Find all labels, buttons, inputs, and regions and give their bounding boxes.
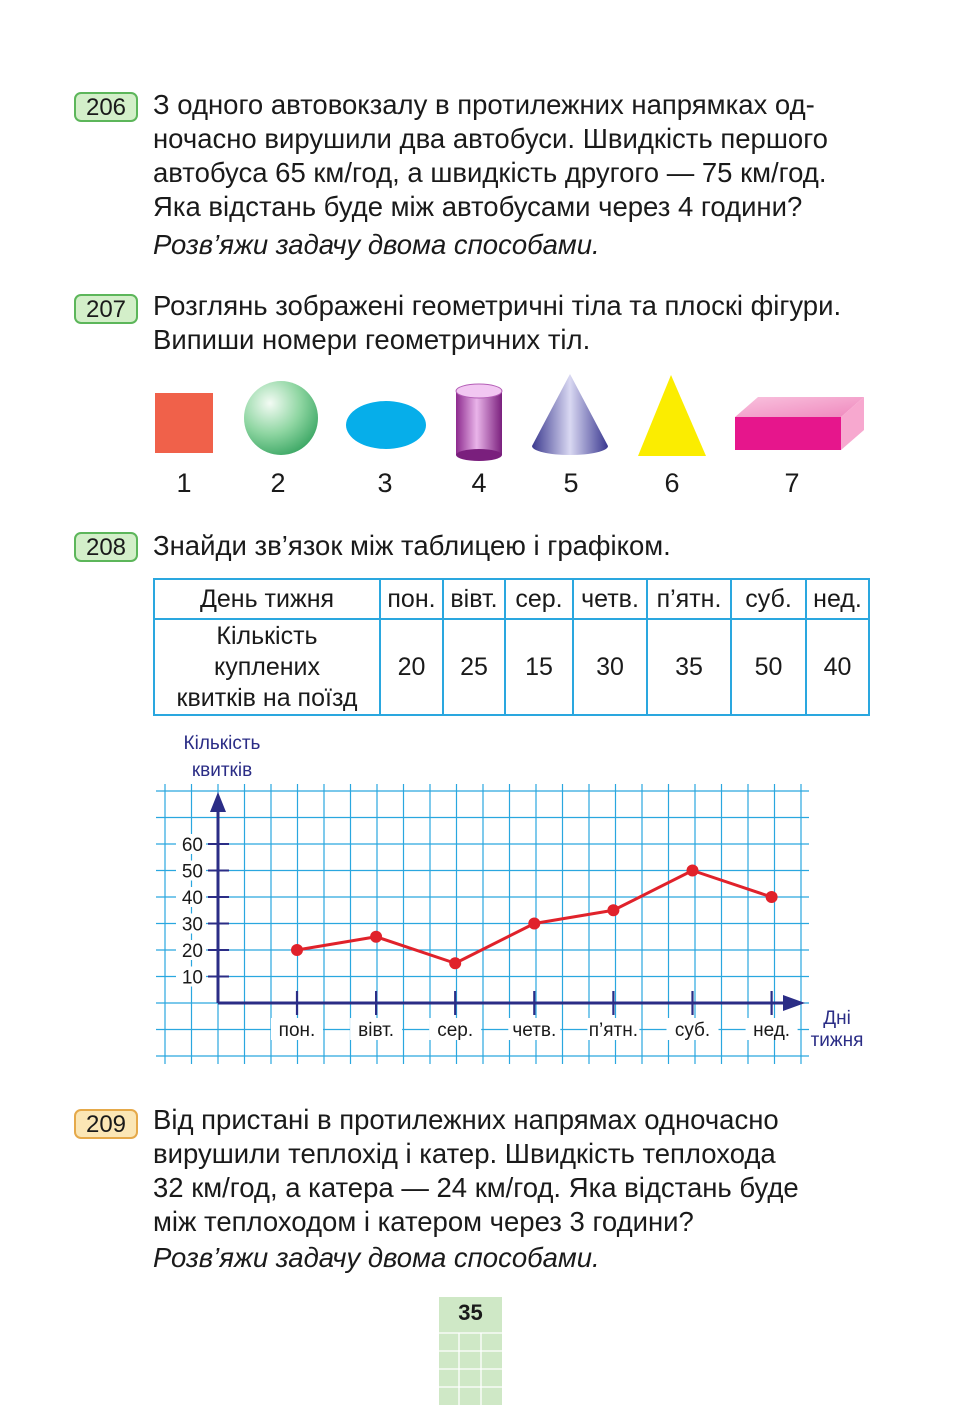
y-tick-label: 10 (181, 967, 203, 989)
task-number-206: 206 (74, 92, 138, 122)
table-day: пон. (380, 579, 443, 619)
x-tick-label: четв. (512, 1020, 557, 1041)
table-value: 20 (380, 619, 443, 715)
table-day: нед. (806, 579, 869, 619)
task-number-209: 209 (74, 1109, 138, 1139)
task-number-207: 207 (74, 294, 138, 324)
y-tick-label: 50 (181, 861, 203, 883)
table-value: 25 (443, 619, 505, 715)
y-axis-title: квитків (191, 760, 253, 781)
task-206-line-1: З одного автовокзалу в протилежних напрямках од- (153, 89, 815, 120)
task-207-line-2: Випиши номери геометричних тіл. (153, 324, 591, 355)
table-values-row (154, 619, 869, 715)
cuboid-icon (735, 397, 864, 450)
task-209-line-3: 32 км/год, а катера — 24 км/год. Яка відстань буде (153, 1172, 799, 1203)
data-point (528, 918, 540, 930)
x-tick-label: вівт. (358, 1020, 395, 1041)
data-point (449, 957, 461, 969)
shape-label-3: 3 (377, 468, 393, 498)
x-tick-label: нед. (753, 1020, 791, 1041)
task-207-text (153, 289, 867, 357)
page-number: 35 (458, 1300, 483, 1325)
x-tick-label: пон. (278, 1020, 316, 1041)
tickets-table (153, 578, 870, 716)
shape-label-7: 7 (784, 468, 800, 498)
y-tick-label: 40 (181, 888, 203, 909)
table-day: четв. (573, 579, 647, 619)
triangle-icon (638, 375, 706, 456)
table-header-label: День тижня (154, 579, 380, 619)
y-tick-label: 20 (181, 941, 203, 962)
shape-label-2: 2 (270, 468, 286, 498)
y-axis-title: Кількість (183, 733, 261, 754)
task-209-line-4: між теплоходом і катером через 3 години? (153, 1206, 694, 1237)
y-tick-label: 30 (181, 914, 203, 936)
cone-icon (532, 374, 608, 455)
table-value: 50 (731, 619, 806, 715)
sphere-icon (244, 381, 318, 455)
data-point (766, 891, 778, 903)
x-tick-label: сер. (437, 1020, 474, 1041)
square-icon (155, 393, 213, 453)
data-point (687, 865, 699, 877)
data-point (370, 931, 382, 943)
task-209-line-2: вирушили теплохід і катер. Швидкість теплохода (153, 1138, 776, 1169)
task-206-instruction: Розв’яжи задачу двома способами. (153, 229, 600, 260)
task-206-line-3: автобуса 65 км/год, а швидкість другого — 75 км/год. (153, 157, 827, 188)
task-209-instruction: Розв’яжи задачу двома способами. (153, 1242, 600, 1273)
data-point (607, 904, 619, 916)
table-row-label-line: Кількість (216, 621, 318, 650)
table-day: суб. (731, 579, 806, 619)
y-axis-arrow (210, 792, 226, 812)
tickets-line-chart (0, 720, 963, 1080)
table-value: 35 (647, 619, 731, 715)
table-value: 15 (505, 619, 573, 715)
table-day: п’ятн. (647, 579, 731, 619)
ellipse-icon (346, 401, 426, 449)
shape-label-1: 1 (176, 468, 192, 498)
shape-label-5: 5 (563, 468, 579, 498)
shapes-row (0, 360, 963, 470)
x-axis-title: Дні (823, 1008, 851, 1029)
table-value: 40 (806, 619, 869, 715)
task-209-text (153, 1103, 867, 1275)
x-axis-title: тижня (810, 1030, 864, 1051)
y-tick-label: 60 (181, 835, 203, 856)
task-209-line-1: Від пристані в протилежних напрямах одночасно (153, 1104, 779, 1135)
table-row-label (154, 619, 380, 715)
task-number-208: 208 (74, 532, 138, 562)
table-day: вівт. (443, 579, 505, 619)
table-day: сер. (505, 579, 573, 619)
task-207-line-1: Розглянь зображені геометричні тіла та плоскі фігури. (153, 290, 842, 321)
task-206-text (153, 88, 867, 262)
x-axis-arrow (783, 995, 805, 1011)
cylinder-icon (456, 384, 502, 461)
table-value: 30 (573, 619, 647, 715)
data-point (291, 944, 303, 956)
table-row-label-line: куплених (213, 652, 321, 681)
series-line (297, 871, 772, 964)
table-row-label-line: квитків на поїзд (176, 683, 358, 712)
task-206-line-4: Яка відстань буде між автобусами через 4 години? (153, 191, 803, 222)
shape-label-4: 4 (471, 468, 487, 498)
task-206-line-2: ночасно вирушили два автобуси. Швидкість першого (153, 123, 828, 154)
table-header-row (154, 579, 869, 619)
task-208-text: Знайди зв’язок між таблицею і графіком. (153, 530, 671, 561)
x-tick-label: п’ятн. (588, 1020, 639, 1041)
x-tick-label: суб. (674, 1020, 711, 1041)
shape-label-6: 6 (664, 468, 680, 498)
